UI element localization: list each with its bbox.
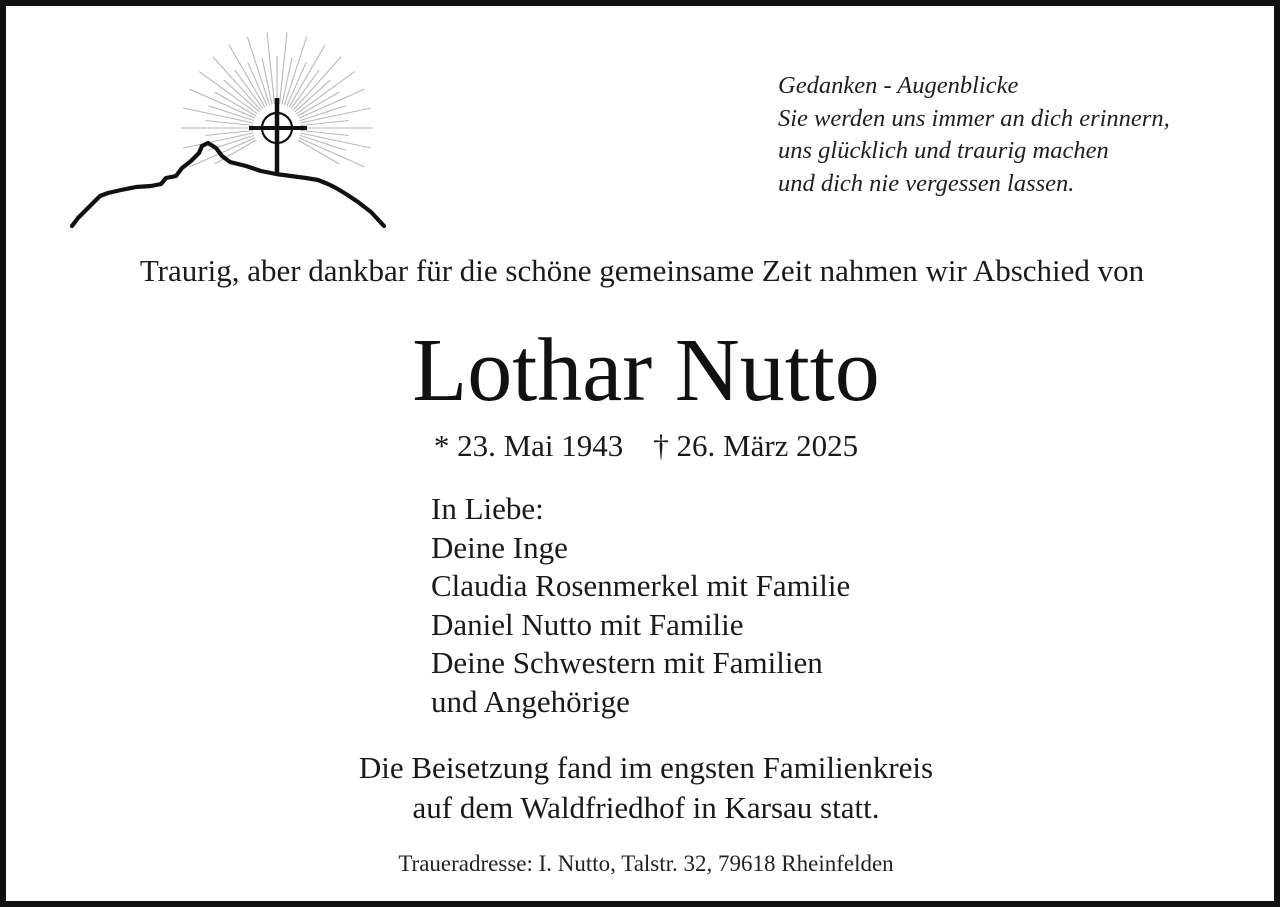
- intro-text-row: [6, 251, 1280, 291]
- poem: [778, 70, 1170, 200]
- mourner-line: Daniel Nutto mit Familie: [431, 606, 744, 642]
- mourner-line: Deine Inge: [431, 529, 568, 565]
- funeral-line: Die Beisetzung fand im engsten Familienkreis: [358, 750, 934, 785]
- poem-line: Sie werden uns immer an dich erinnern,: [778, 104, 1170, 132]
- mourners-list: [431, 490, 850, 721]
- light-ray: [301, 108, 371, 123]
- light-ray: [199, 72, 257, 114]
- mourner-line: In Liebe:: [431, 491, 544, 526]
- mourning-address: Traueradresse: I. Nutto, Talstr. 32, 79618 Rheinfelden: [398, 851, 894, 876]
- deceased-name: Lothar Nutto: [412, 321, 880, 420]
- light-ray: [296, 72, 354, 114]
- light-ray: [183, 133, 253, 148]
- light-ray: [183, 108, 253, 123]
- life-dates: [6, 426, 1280, 466]
- light-ray: [280, 33, 288, 105]
- poem-line: uns glücklich und traurig machen: [778, 137, 1109, 164]
- light-ray: [267, 33, 275, 105]
- funeral-notice: [6, 748, 1280, 828]
- light-ray: [299, 138, 365, 167]
- birth-date: * 23. Mai 1943: [433, 428, 624, 463]
- poem-line: Gedanken - Augenblicke: [778, 72, 1019, 99]
- poem-line: und dich nie vergessen lassen.: [778, 169, 1075, 197]
- light-ray: [298, 140, 340, 164]
- mourner-line: Deine Schwestern mit Familien: [431, 645, 823, 680]
- mourner-line: Claudia Rosenmerkel mit Familie: [431, 568, 851, 603]
- cross-on-hill-icon: [66, 28, 396, 233]
- funeral-line: auf dem Waldfriedhof in Karsau statt.: [412, 790, 880, 825]
- intro-text: Traurig, aber dankbar für die schöne gemeinsame Zeit nahmen wir Abschied von: [139, 253, 1145, 288]
- death-date: † 26. März 2025: [653, 428, 859, 463]
- mourner-line: und Angehörige: [431, 683, 630, 719]
- light-ray: [301, 133, 371, 148]
